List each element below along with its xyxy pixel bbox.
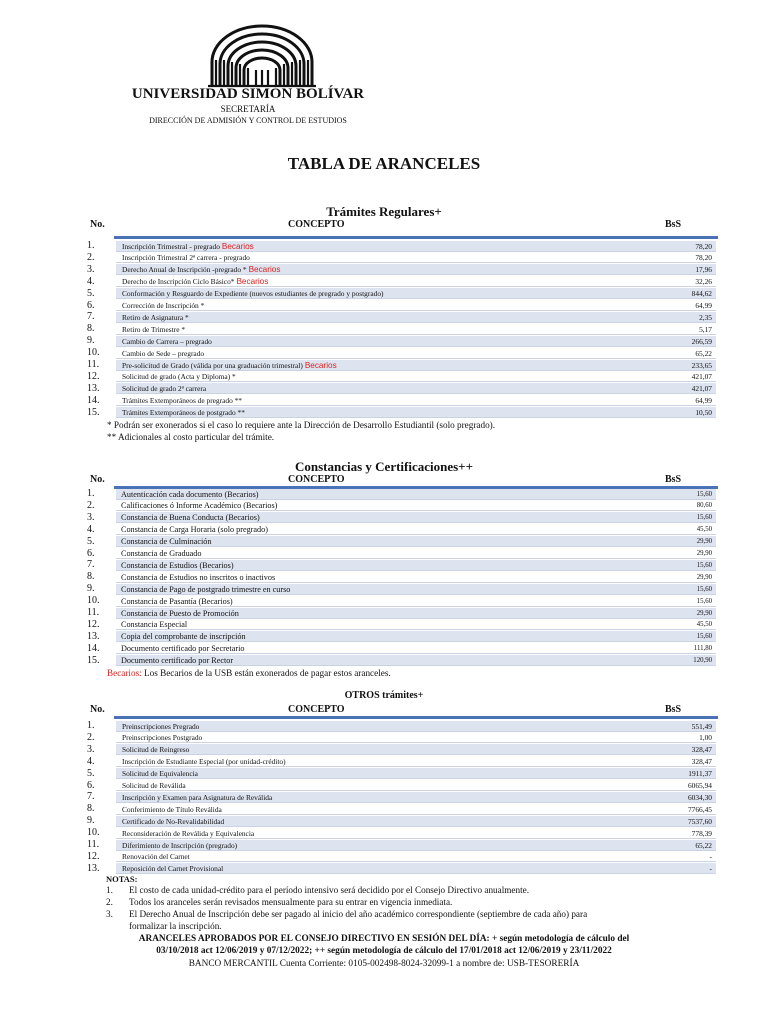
row-number: 6. (87, 779, 95, 791)
amount-value: 29,90 (696, 550, 712, 557)
amount-value: 778,39 (691, 828, 712, 838)
row-cell (116, 851, 716, 862)
row-cell (116, 619, 716, 630)
concept-text: Reposición del Carnet Provisional (122, 864, 224, 874)
row-cell (116, 804, 716, 815)
row-number: 3. (87, 263, 95, 275)
row-cell (116, 732, 716, 743)
concept-label (122, 863, 223, 874)
table-row (0, 619, 768, 631)
becarios-note (107, 668, 391, 679)
row-number: 1. (87, 240, 95, 251)
row-cell (116, 536, 716, 547)
row-number: 9. (87, 335, 95, 347)
row-cell (116, 768, 716, 779)
row-cell (116, 863, 716, 874)
university-name: UNIVERSIDAD SIMÓN BOLÍVAR (131, 86, 365, 102)
concept-label (121, 524, 268, 535)
table-row (0, 276, 768, 288)
concept-text: Solicitud de Reingreso (122, 745, 190, 755)
becarios-tag: Becarios (221, 241, 254, 251)
amount-value: - (709, 864, 712, 874)
row-number: 3. (87, 511, 95, 523)
secretaria-label: SECRETARÍA (220, 104, 276, 114)
row-number: 8. (87, 571, 95, 583)
amount-value: 6065,94 (687, 781, 712, 790)
concept-text: Trámites Extemporáneos de postgrado ** (122, 408, 245, 418)
concept-text: Constancia de Puesto de Promoción (121, 608, 239, 618)
table-row (0, 500, 768, 512)
row-cell (116, 643, 716, 654)
row-number: 5. (87, 535, 95, 547)
row-cell (116, 276, 716, 287)
table-row (0, 720, 768, 732)
concept-label (122, 851, 190, 862)
concept-text: Conferimiento de Título Reválida (122, 804, 222, 814)
table-row (0, 839, 768, 851)
concept-text: Corrección de Inscripción * (122, 301, 205, 310)
concept-label (121, 619, 187, 630)
row-cell (116, 489, 716, 500)
row-cell (116, 324, 716, 335)
amount-value: - (709, 852, 712, 862)
row-cell (116, 383, 716, 394)
amount-value: 120,90 (693, 657, 712, 665)
section-title-constancias: Constancias y Certificaciones++ (294, 459, 473, 474)
concept-text: Renovación del Carnet (122, 852, 190, 862)
concept-text: Constancia de Buena Conducta (Becarios) (121, 513, 260, 523)
footnote-2: ** Adicionales al costo particular del trámite. (107, 432, 275, 442)
concept-label (121, 608, 239, 619)
row-number: 15. (87, 406, 100, 418)
amount-value: 7766,45 (687, 804, 712, 814)
row-number: 3. (87, 743, 95, 755)
row-number: 13. (87, 862, 100, 874)
table-row (0, 407, 768, 419)
concept-text: Inscripción Trimestral 2ª carrera - pregrado (122, 253, 250, 263)
usb-logo (204, 24, 320, 88)
concept-label (122, 241, 254, 252)
row-number: 11. (87, 359, 100, 370)
amount-value: 5,17 (699, 324, 712, 334)
row-number: 13. (87, 382, 100, 394)
amount-value: 266,59 (691, 336, 712, 346)
table-row (0, 815, 768, 827)
col-amount: BsS (665, 219, 682, 230)
amount-value: 844,62 (691, 289, 712, 299)
concept-text: Autenticación cada documento (Becarios) (121, 489, 259, 499)
amount-value: 233,65 (691, 360, 712, 370)
table-row (0, 571, 768, 583)
table-row (0, 383, 768, 395)
table-row (0, 371, 768, 383)
table-header-tramites (0, 219, 768, 233)
row-cell (116, 288, 716, 299)
row-cell (116, 360, 716, 371)
concept-label (122, 252, 250, 263)
concept-label (121, 512, 260, 523)
table-row (0, 323, 768, 335)
table-row (0, 524, 768, 536)
amount-value: 64,99 (695, 301, 712, 310)
table-row (0, 768, 768, 780)
concept-text: Constancia de Pasantía (Becarios) (121, 596, 233, 606)
nota-2-num: 2. (106, 897, 113, 907)
amount-value: 551,49 (691, 721, 712, 731)
concept-text: Reconsideración de Reválida y Equivalencia (122, 828, 255, 838)
table-row (0, 488, 768, 500)
concept-label (122, 804, 222, 815)
table-row (0, 512, 768, 524)
amount-value: 29,90 (696, 538, 712, 546)
table-row (0, 395, 768, 407)
concept-text: Constancia de Culminación (121, 537, 212, 547)
concept-label (122, 360, 337, 371)
table-row (0, 803, 768, 815)
amount-value: 15,60 (696, 585, 712, 593)
footer-approval-line-2: 03/10/2018 act 12/06/2019 y 07/12/2022; ++ según metodología de cálculo del 17/01/2018 act 12/06/2019 y 23/11/2022 (156, 946, 612, 956)
row-cell (116, 816, 716, 827)
row-cell (116, 560, 716, 571)
table-row (0, 827, 768, 839)
section-title-otros: OTROS trámites+ (344, 690, 424, 701)
becarios-tag: Becarios (236, 277, 269, 287)
concept-text: Constancia de Carga Horaria (solo pregrado) (121, 525, 268, 535)
col-no: No. (90, 474, 105, 485)
row-number: 6. (87, 547, 95, 559)
table-row (0, 264, 768, 276)
concept-label (121, 596, 233, 607)
concept-label (122, 828, 254, 839)
row-cell (116, 264, 716, 275)
row-number: 7. (87, 311, 95, 323)
row-number: 12. (87, 370, 100, 382)
row-cell (116, 252, 716, 263)
row-number: 10. (87, 827, 100, 839)
table-row (0, 744, 768, 756)
concept-text: Cambio de Carrera – pregrado (122, 336, 212, 346)
amount-value: 328,47 (691, 757, 712, 767)
table-row (0, 863, 768, 875)
table-row (0, 252, 768, 264)
concept-text: Copia del comprobante de inscripción (121, 632, 246, 642)
concept-label (121, 643, 244, 654)
footnote-1: * Podrán ser exonerados si el caso lo requiere ante la Dirección de Desarrollo Estudiantil (solo pregrado). (107, 420, 496, 430)
concept-text: Constancia Especial (121, 620, 188, 630)
col-no: No. (90, 704, 105, 715)
row-cell (116, 840, 716, 851)
row-number: 7. (87, 559, 95, 571)
table-row (0, 300, 768, 312)
table-rule-tramites (114, 236, 718, 239)
row-number: 10. (87, 347, 100, 359)
table-row (0, 583, 768, 595)
concept-text: Preinscripciones Pregrado (122, 721, 200, 731)
concept-text: Constancia de Estudios (Becarios) (121, 560, 234, 570)
row-cell (116, 312, 716, 323)
table-row (0, 536, 768, 548)
concept-label (122, 840, 237, 851)
concept-label (121, 631, 246, 642)
row-number: 4. (87, 523, 95, 535)
concept-text: Inscripción Trimestral - pregrado (122, 241, 220, 251)
concept-label (122, 288, 383, 299)
amount-value: 45,50 (696, 526, 712, 534)
table-row (0, 756, 768, 768)
concept-text: Pre-solicitud de Grado (válida por una graduación trimestral) (122, 360, 303, 370)
row-cell (116, 371, 716, 382)
row-number: 8. (87, 803, 95, 815)
concept-label (122, 371, 236, 382)
table-row (0, 311, 768, 323)
amount-value: 421,07 (691, 384, 712, 394)
footer-approval-line-1: ARANCELES APROBADOS POR EL CONSEJO DIRECTIVO EN SESIÓN DEL DÍA: + según metodología de cálculo del (138, 934, 630, 944)
row-cell (116, 395, 716, 406)
row-cell (116, 336, 716, 347)
col-amount: BsS (665, 704, 682, 715)
concept-label (122, 768, 198, 779)
row-number: 2. (87, 499, 95, 511)
becarios-tag: Becarios (248, 265, 281, 275)
concept-label (122, 276, 268, 287)
concept-text: Derecho Anual de Inscripción -pregrado * (122, 265, 247, 275)
table-row (0, 559, 768, 571)
col-concept: CONCEPTO (288, 474, 345, 485)
concept-text: Retiro de Trimestre * (122, 324, 186, 334)
amount-value: 10,50 (695, 408, 712, 418)
amount-value: 421,07 (691, 372, 712, 382)
nota-1-text: El costo de cada unidad-crédito para el período intensivo será decidido por el Consejo Directivo anualmente. (129, 885, 530, 895)
row-number: 13. (87, 630, 100, 642)
concept-label (122, 300, 204, 311)
table-row (0, 643, 768, 655)
concept-label (122, 792, 272, 803)
table-row (0, 791, 768, 803)
table-row (0, 335, 768, 347)
table-row (0, 548, 768, 560)
concept-label (121, 655, 233, 666)
becarios-note-text: Los Becarios de la USB están exonerados de pagar estos aranceles. (141, 668, 391, 678)
becarios-note-label: Becarios: (107, 668, 142, 678)
concept-label (121, 536, 212, 547)
table-row (0, 732, 768, 744)
direccion-label: DIRECCIÓN DE ADMISIÓN Y CONTROL DE ESTUDIOS (149, 116, 347, 125)
page-title: TABLA DE ARANCELES (287, 154, 481, 173)
concept-label (121, 548, 201, 559)
amount-value: 15,60 (696, 490, 712, 498)
row-number: 4. (87, 275, 95, 287)
concept-label (122, 324, 185, 335)
table-row (0, 595, 768, 607)
concept-text: Conformación y Resguardo de Expediente (nuevos estudiantes de pregrado y postgrado) (122, 289, 384, 299)
row-number: 9. (87, 583, 95, 595)
concept-label (121, 584, 290, 595)
amount-value: 45,50 (696, 621, 712, 629)
concept-text: Solicitud de Reválida (122, 781, 186, 790)
row-number: 7. (87, 791, 95, 803)
amount-value: 2,35 (699, 312, 712, 322)
concept-text: Diferimiento de Inscripción (pregrado) (122, 840, 238, 850)
row-number: 14. (87, 642, 100, 654)
amount-value: 64,99 (695, 396, 712, 406)
concept-text: Preinscripciones Postgrado (122, 733, 203, 743)
row-cell (116, 756, 716, 767)
amount-value: 111,80 (693, 645, 712, 653)
concept-label (122, 336, 212, 347)
concept-text: Constancia de Graduado (121, 549, 202, 558)
table-rule-otros (114, 716, 718, 719)
amount-value: 32,26 (695, 277, 712, 287)
amount-value: 6034,30 (687, 792, 712, 802)
row-cell (116, 655, 716, 666)
row-cell (116, 608, 716, 619)
amount-value: 29,90 (696, 609, 712, 617)
amount-value: 1,00 (699, 733, 712, 743)
row-number: 2. (87, 731, 95, 743)
table-row (0, 780, 768, 792)
row-cell (116, 407, 716, 418)
concept-text: Solicitud de Equivalencia (122, 769, 198, 779)
row-cell (116, 512, 716, 523)
nota-3-num: 3. (106, 909, 113, 919)
row-number: 15. (87, 654, 100, 666)
nota-1-num: 1. (106, 885, 113, 895)
concept-label (122, 744, 189, 755)
table-row (0, 655, 768, 667)
row-cell (116, 348, 716, 359)
row-cell (116, 500, 716, 511)
amount-value: 15,60 (696, 561, 712, 569)
row-number: 11. (87, 839, 100, 850)
becarios-tag: Becarios (304, 360, 337, 370)
amount-value: 78,20 (695, 241, 712, 251)
col-concept: CONCEPTO (288, 704, 345, 715)
row-cell (116, 596, 716, 607)
concept-text: Cambio de Sede – pregrado (122, 348, 205, 358)
table-row (0, 347, 768, 359)
row-cell (116, 721, 716, 732)
row-cell (116, 548, 716, 559)
notas-title: NOTAS: (106, 874, 138, 884)
concept-label (122, 395, 242, 406)
concept-label (121, 572, 275, 583)
nota-3-text: El Derecho Anual de Inscripción debe ser pagado al inicio del año académico correspondiente (septiembre de cada año) para (129, 909, 588, 919)
concept-label (122, 264, 280, 275)
table-row (0, 607, 768, 619)
concept-label (122, 383, 206, 394)
row-number: 12. (87, 850, 100, 862)
concept-label (122, 348, 204, 359)
concept-label (122, 732, 202, 743)
row-number: 1. (87, 720, 95, 731)
concept-text: Certificado de No-Revalidabilidad (122, 816, 225, 826)
concept-label (122, 816, 224, 827)
section-title-tramites: Trámites Regulares+ (326, 204, 442, 219)
table-row (0, 851, 768, 863)
row-cell (116, 241, 716, 252)
concept-text: Inscripción de Estudiante Especial (por unidad-crédito) (122, 757, 286, 767)
amount-value: 78,20 (695, 253, 712, 263)
concept-label (122, 312, 189, 323)
col-concept: CONCEPTO (288, 219, 345, 230)
amount-value: 15,60 (696, 633, 712, 641)
concept-label (121, 500, 277, 511)
row-cell (116, 584, 716, 595)
row-number: 4. (87, 755, 95, 767)
row-number: 11. (87, 607, 100, 618)
concept-text: Trámites Extemporáneos de pregrado ** (122, 396, 243, 406)
nota-2-text: Todos los aranceles serán revisados mensualmente para su entrar en vigencia inmediata. (129, 897, 453, 907)
concept-label (122, 780, 186, 791)
col-no: No. (90, 219, 105, 230)
concept-text: Documento certificado por Secretario (121, 644, 245, 654)
concept-text: Calificaciones ó Informe Académico (Becarios) (121, 501, 278, 511)
amount-value: 7537,60 (687, 816, 712, 826)
amount-value: 17,96 (695, 265, 712, 275)
row-cell (116, 572, 716, 583)
row-cell (116, 524, 716, 535)
amount-value: 29,90 (696, 573, 712, 581)
table-row (0, 288, 768, 300)
row-cell (116, 828, 716, 839)
concept-label (121, 489, 259, 500)
concept-text: Inscripción y Examen para Asignatura de Reválida (122, 792, 273, 802)
concept-text: Solicitud de grado 2ª carrera (122, 384, 207, 394)
row-number: 2. (87, 251, 95, 263)
amount-value: 328,47 (691, 745, 712, 755)
concept-label (121, 560, 234, 571)
row-number: 1. (87, 488, 95, 499)
amount-value: 15,60 (696, 514, 712, 522)
row-number: 5. (87, 767, 95, 779)
concept-label (122, 756, 286, 767)
row-number: 9. (87, 815, 95, 827)
row-cell (116, 744, 716, 755)
amount-value: 80,60 (696, 502, 712, 510)
row-number: 8. (87, 323, 95, 335)
concept-text: Constancia de Pago de postgrado trimestre en curso (121, 584, 291, 594)
concept-text: Derecho de Inscripción Ciclo Básico* (122, 277, 235, 287)
concept-label (122, 407, 245, 418)
table-row (0, 240, 768, 252)
amount-value: 65,22 (695, 840, 712, 850)
concept-text: Retiro de Asignatura * (122, 312, 189, 322)
concept-label (122, 721, 199, 732)
concept-text: Solicitud de grado (Acta y Diploma) * (122, 372, 236, 382)
row-number: 12. (87, 618, 100, 630)
concept-text: Constancia de Estudios no inscritos o inactivos (121, 572, 276, 582)
row-number: 5. (87, 287, 95, 299)
row-cell (116, 300, 716, 311)
concept-text: Documento certificado por Rector (121, 656, 234, 666)
footer-bank-account: BANCO MERCANTIL Cuenta Corriente: 0105-002498-8024-32099-1 a nombre de: USB-TESORERÍA (188, 959, 580, 969)
row-number: 6. (87, 299, 95, 311)
row-number: 10. (87, 595, 100, 607)
nota-3-cont: formalizar la inscripción. (129, 921, 222, 931)
amount-value: 15,60 (696, 597, 712, 605)
amount-value: 1911,37 (688, 769, 712, 779)
amount-value: 65,22 (695, 348, 712, 358)
table-row (0, 631, 768, 643)
row-cell (116, 631, 716, 642)
row-cell (116, 792, 716, 803)
table-row (0, 359, 768, 371)
row-cell (116, 780, 716, 791)
col-amount: BsS (665, 474, 682, 485)
row-number: 14. (87, 394, 100, 406)
